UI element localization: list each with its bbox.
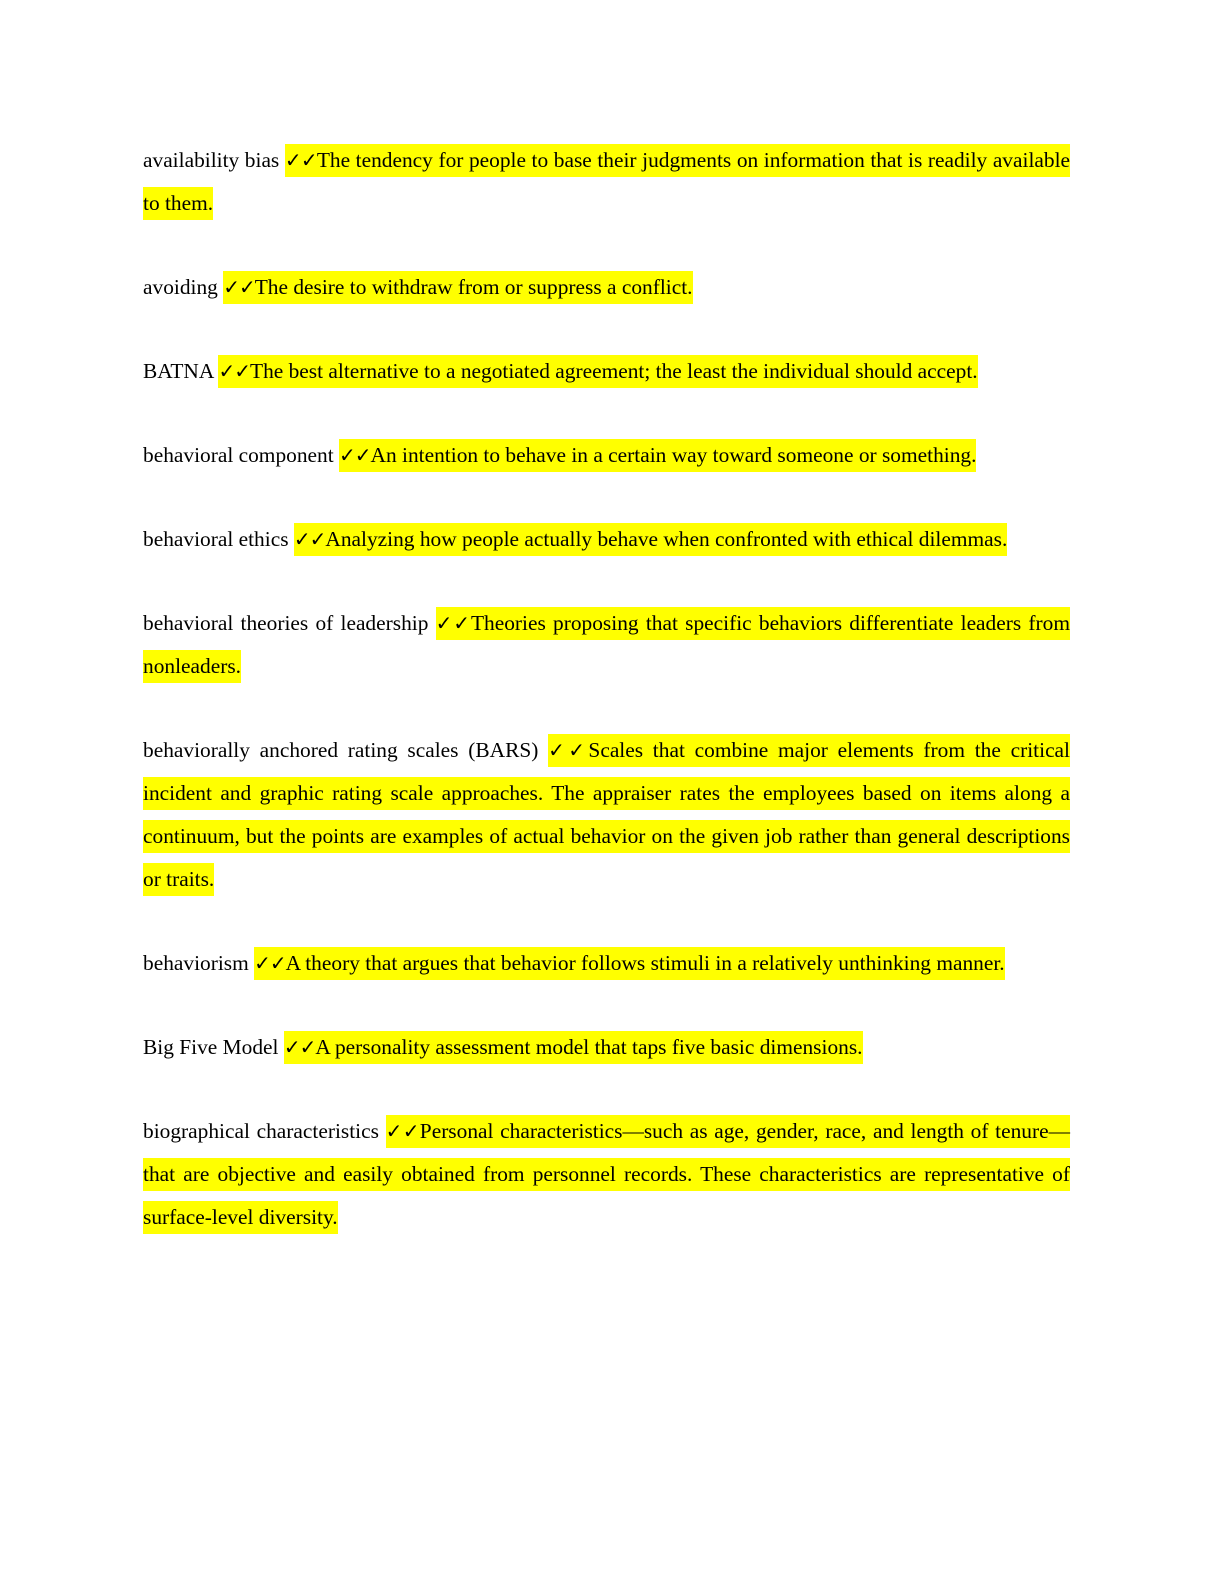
- glossary-definition: [284, 1031, 863, 1064]
- glossary-definition: [223, 271, 692, 304]
- definition-text: An intention to behave in a certain way toward someone or something.: [370, 443, 977, 467]
- glossary-entry: [143, 942, 1070, 985]
- glossary-entry: [143, 1026, 1070, 1069]
- glossary-entry: [143, 602, 1070, 688]
- glossary-definition: [143, 144, 1070, 220]
- definition-text: Personal characteristics—such as age, gender, race, and length of tenure—that are objective and easily obtained from personnel records. These characteristics are representative of surface-level diversity.: [143, 1119, 1070, 1229]
- glossary-definition: [218, 355, 977, 388]
- definition-text: The tendency for people to base their judgments on information that is readily available to them.: [143, 148, 1071, 215]
- double-check-icon: ✓✓: [218, 359, 250, 383]
- glossary-term: avoiding: [143, 275, 218, 299]
- glossary-term: BATNA: [143, 359, 214, 383]
- glossary-term: behaviorism: [143, 951, 249, 975]
- glossary-term: biographical characteristics: [143, 1119, 379, 1143]
- glossary-entry: [143, 1110, 1070, 1239]
- definition-text: The best alternative to a negotiated agreement; the least the individual should accept.: [250, 359, 978, 383]
- double-check-icon: ✓✓: [548, 738, 589, 762]
- glossary-term: behavioral component: [143, 443, 334, 467]
- glossary-entry: [143, 266, 1070, 309]
- double-check-icon: ✓✓: [385, 1119, 420, 1143]
- glossary-entry: [143, 434, 1070, 477]
- double-check-icon: ✓✓: [254, 951, 286, 975]
- double-check-icon: ✓✓: [435, 611, 471, 635]
- double-check-icon: ✓✓: [293, 527, 326, 551]
- double-check-icon: ✓✓: [223, 275, 255, 299]
- glossary-page: [143, 139, 1070, 1280]
- definition-text: Analyzing how people actually behave when confronted with ethical dilemmas.: [325, 527, 1008, 551]
- double-check-icon: ✓✓: [284, 148, 317, 172]
- definition-text: Scales that combine major elements from the critical incident and graphic rating scale approaches. The appraiser rates the employees based on items along a continuum, but the points are examples of actual behavior on the given job rather than general descriptions or traits.: [143, 738, 1070, 891]
- double-check-icon: ✓✓: [283, 1035, 316, 1059]
- glossary-definition: [294, 523, 1007, 556]
- glossary-entry: [143, 518, 1070, 561]
- glossary-entry: [143, 350, 1070, 393]
- glossary-term: behaviorally anchored rating scales (BARS): [143, 738, 539, 762]
- glossary-term: availability bias: [143, 148, 280, 172]
- definition-text: The desire to withdraw from or suppress a conflict.: [254, 275, 693, 299]
- glossary-entry: [143, 139, 1070, 225]
- definition-text: A personality assessment model that taps five basic dimensions.: [315, 1035, 863, 1059]
- definition-text: A theory that argues that behavior follows stimuli in a relatively unthinking manner.: [285, 951, 1005, 975]
- glossary-term: behavioral ethics: [143, 527, 289, 551]
- glossary-entry: [143, 729, 1070, 901]
- glossary-term: Big Five Model: [143, 1035, 279, 1059]
- definition-text: Theories proposing that specific behaviors differentiate leaders from nonleaders.: [143, 611, 1071, 678]
- double-check-icon: ✓✓: [339, 443, 371, 467]
- glossary-definition: [254, 947, 1005, 980]
- glossary-term: behavioral theories of leadership: [143, 611, 429, 635]
- glossary-definition: [339, 439, 976, 472]
